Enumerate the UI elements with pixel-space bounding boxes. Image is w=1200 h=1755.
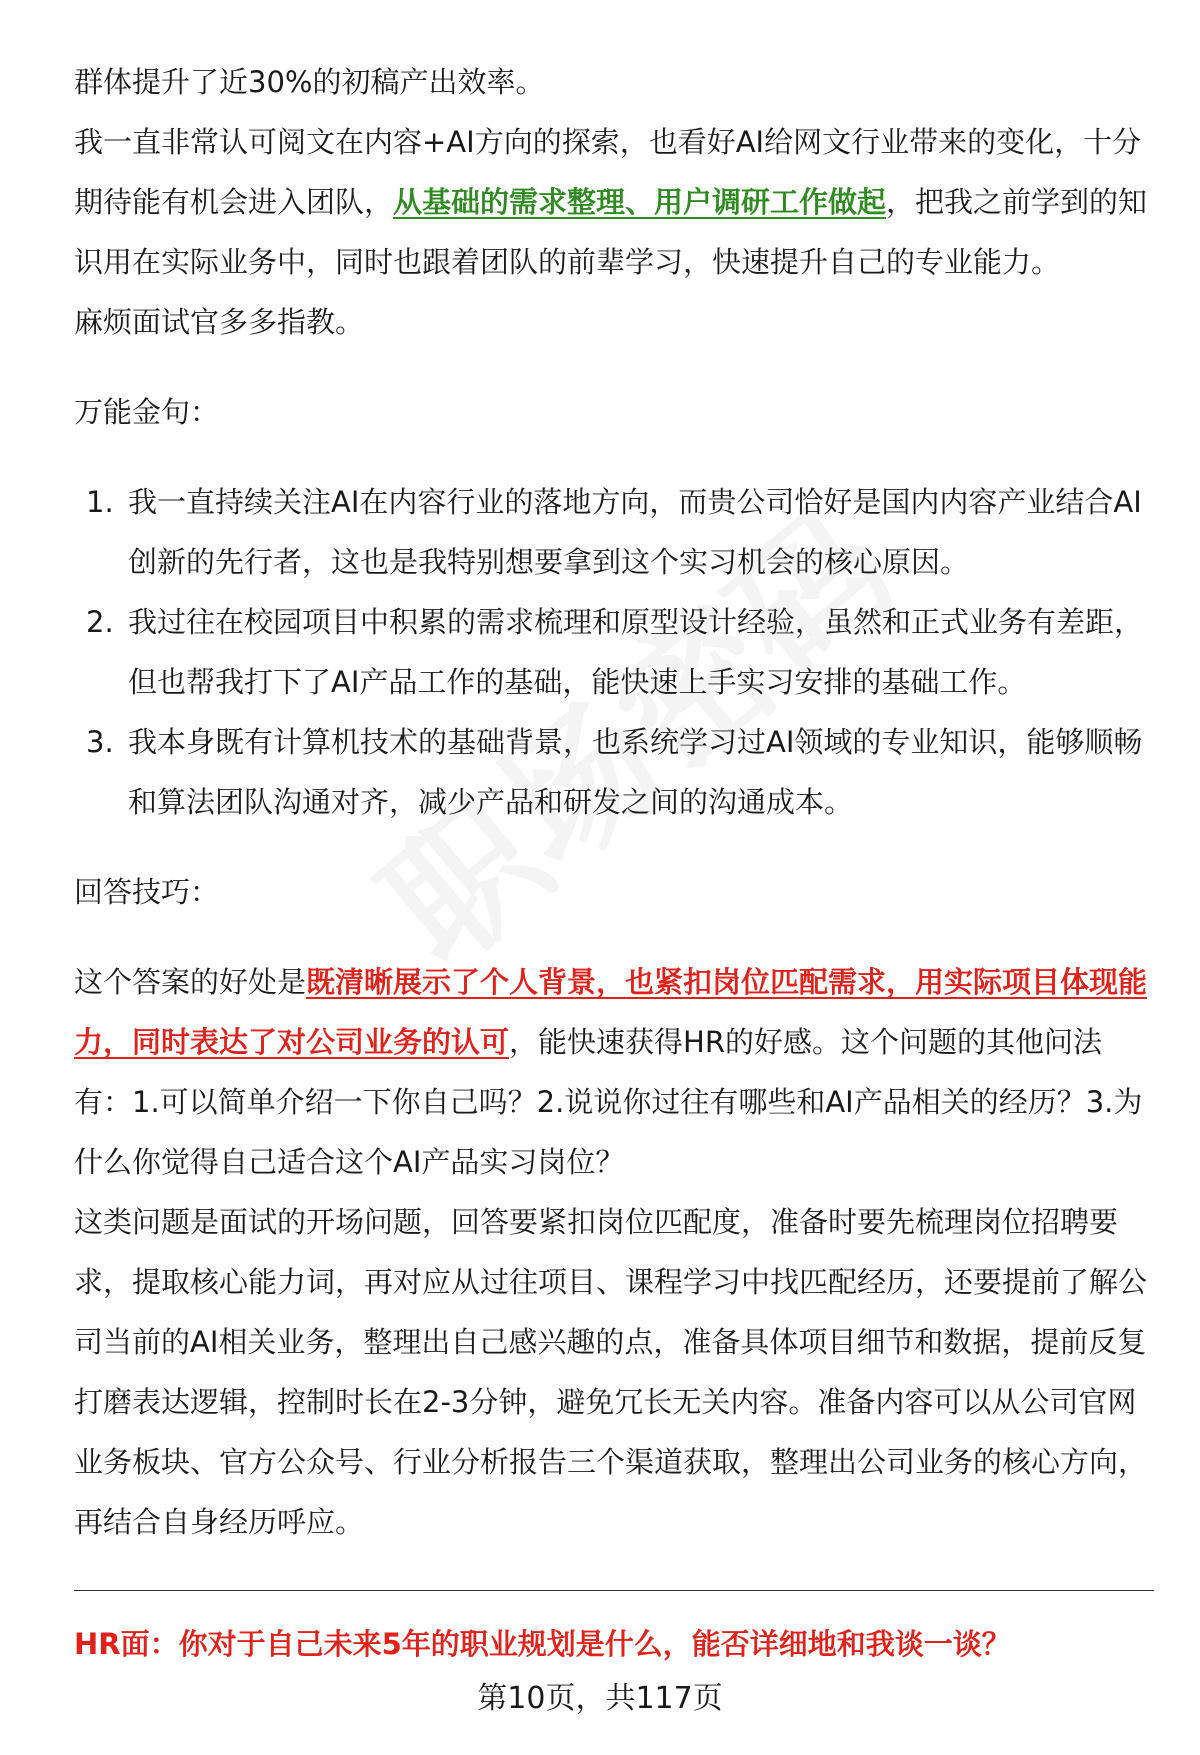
motivation-highlight: 从基础的需求整理、用户调研工作做起 [393,185,887,219]
tips-text-b: ，能快速获得HR的好感。这个问题的其他问法有：1.可以简单介绍一下你自己吗？2.说说你过往有哪些和AI产品相关的经历？3.为什么你觉得自己适合这个AI产品实习岗位？ [74,1025,1143,1179]
golden-item-2 [74,592,1150,712]
golden-item-text: 我一直持续关注AI在内容行业的落地方向，而贵公司恰好是国内内容产业结合AI创新的先行者，这也是我特别想要拿到这个实习机会的核心原因。 [128,485,1142,579]
paragraph-intro-end: 群体提升了近30%的初稿产出效率。 [74,65,545,99]
golden-heading: 万能金句： [74,395,220,429]
golden-item-number: 3. [86,725,114,759]
tips-highlight: 既清晰展示了个人背景，也紧扣岗位匹配需求，用实际项目体现能力，同时表达了对公司业务的认可 [74,965,1148,1059]
golden-item-text: 我过往在校园项目中积累的需求梳理和原型设计经验，虽然和正式业务有差距，但也帮我打下了AI产品工作的基础，能快速上手实习安排的基础工作。 [128,605,1144,699]
paragraph-tips-benefit [74,952,1150,1192]
golden-item-number: 2. [86,605,114,639]
golden-list [74,472,1150,832]
golden-item-3 [74,712,1150,832]
paragraph-motivation [74,112,1150,292]
golden-item-number: 1. [86,485,114,519]
paragraph-tips-preparation: 这类问题是面试的开场问题，回答要紧扣岗位匹配度，准备时要先梳理岗位招聘要求，提取核心能力词，再对应从过往项目、课程学习中找匹配经历，还要提前了解公司当前的AI相关业务，整理出自己感兴趣的点，准备具体项目细节和数据，提前反复打磨表达逻辑，控制时长在2-3分钟，避免冗长无关内容。准备内容可以从公司官网业务板块、官方公众号、行业分析报告三个渠道获取，整理出公司业务的核心方向，再结合自身经历呼应。 [74,1205,1148,1539]
golden-item-1 [74,472,1150,592]
document-body [74,52,1150,1552]
tips-text-a: 这个答案的好处是 [74,965,307,999]
page-number: 第10页，共117页 [477,1681,723,1716]
golden-item-text: 我本身既有计算机技术的基础背景，也系统学习过AI领域的专业知识，能够顺畅和算法团队沟通对齐，减少产品和研发之间的沟通成本。 [128,725,1143,819]
paragraph-closing: 麻烦面试官多多指教。 [74,305,365,339]
motivation-text-a: 我一直非常认可阅文在内容+AI方向的探索，也看好AI给网文行业带来的变化，十分期待能有机会进入团队， [74,125,1142,219]
motivation-text-b: ，把我之前学到的知识用在实际业务中，同时也跟着团队的前辈学习，快速提升自己的专业能力。 [74,185,1148,279]
section-divider [74,1590,1154,1591]
next-question-heading: HR面：你对于自己未来5年的职业规划是什么，能否详细地和我谈一谈？ [74,1627,1011,1661]
tips-heading: 回答技巧： [74,875,220,909]
